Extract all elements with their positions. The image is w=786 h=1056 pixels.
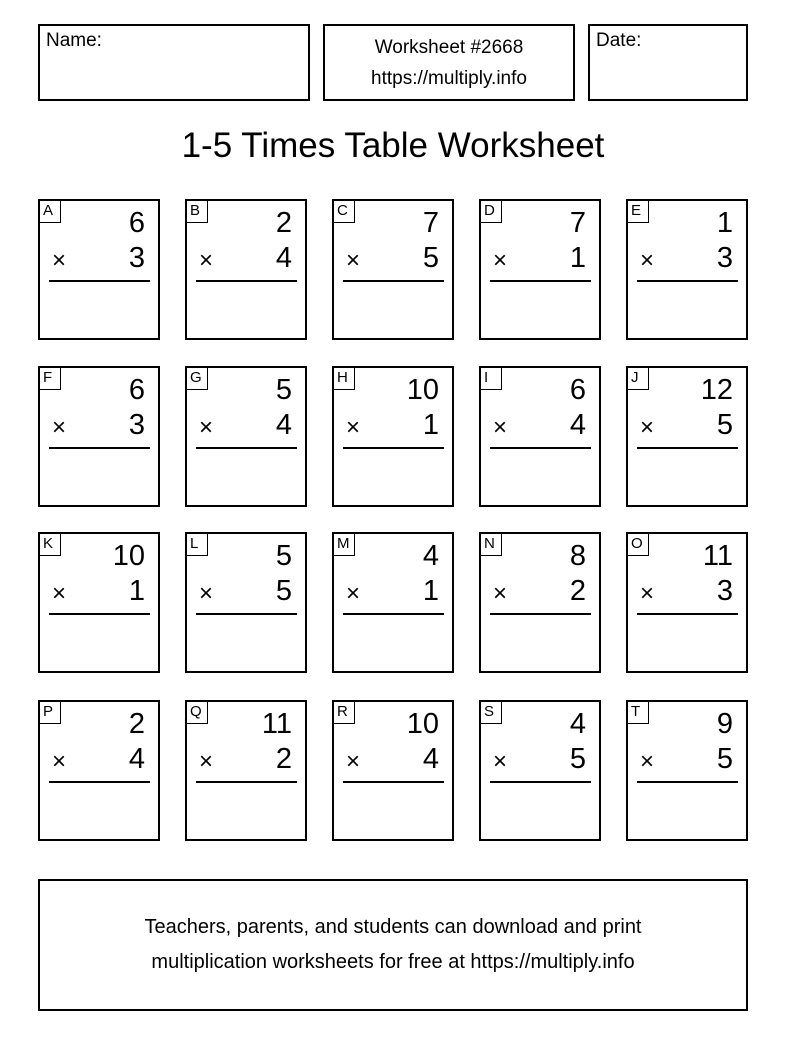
answer-line — [343, 781, 444, 783]
problem-letter: J — [628, 368, 649, 390]
multiplicand: 4 — [422, 540, 439, 572]
answer-line — [637, 280, 738, 282]
multiplicand: 1 — [716, 207, 733, 239]
answer-line — [49, 280, 150, 282]
date-field-box — [588, 24, 748, 101]
answer-line — [49, 613, 150, 615]
multiplicand: 11 — [702, 540, 733, 572]
worksheet-info-box — [323, 24, 575, 101]
times-icon: × — [52, 247, 67, 274]
times-icon: × — [52, 748, 67, 775]
multiplier: 5 — [569, 743, 586, 775]
multiplicand: 9 — [716, 708, 733, 740]
name-label: Name: — [46, 30, 102, 51]
times-icon: × — [199, 580, 214, 607]
problem-letter: L — [187, 534, 208, 556]
problem-card-i — [479, 366, 601, 507]
times-icon: × — [640, 748, 655, 775]
multiplier: 4 — [275, 409, 292, 441]
multiplicand: 12 — [700, 374, 733, 406]
answer-line — [49, 447, 150, 449]
times-icon: × — [493, 247, 508, 274]
problem-letter: G — [187, 368, 208, 390]
multiplier: 4 — [128, 743, 145, 775]
problem-card-l — [185, 532, 307, 673]
times-icon: × — [199, 748, 214, 775]
problem-letter: D — [481, 201, 502, 223]
times-icon: × — [640, 580, 655, 607]
problem-card-q — [185, 700, 307, 841]
multiplier: 4 — [422, 743, 439, 775]
multiplier: 3 — [716, 575, 733, 607]
problem-card-p — [38, 700, 160, 841]
multiplicand: 2 — [128, 708, 145, 740]
page-title: 1-5 Times Table Worksheet — [181, 126, 605, 165]
multiplicand: 4 — [569, 708, 586, 740]
problem-letter: S — [481, 702, 502, 724]
problem-letter: R — [334, 702, 355, 724]
answer-line — [637, 613, 738, 615]
problem-letter: T — [628, 702, 649, 724]
answer-line — [637, 781, 738, 783]
times-icon: × — [346, 748, 361, 775]
name-field-box — [38, 24, 310, 101]
problem-card-h — [332, 366, 454, 507]
multiplicand: 7 — [569, 207, 586, 239]
times-icon: × — [346, 580, 361, 607]
answer-line — [490, 280, 591, 282]
answer-line — [196, 447, 297, 449]
multiplier: 5 — [716, 409, 733, 441]
footer-text-line-1: Teachers, parents, and students can download and print — [144, 916, 642, 938]
multiplier: 1 — [422, 409, 439, 441]
answer-line — [637, 447, 738, 449]
problem-card-s — [479, 700, 601, 841]
problem-card-r — [332, 700, 454, 841]
times-icon: × — [493, 414, 508, 441]
multiplicand: 6 — [569, 374, 586, 406]
multiplier: 3 — [128, 242, 145, 274]
answer-line — [490, 613, 591, 615]
problem-letter: E — [628, 201, 649, 223]
multiplicand: 6 — [128, 207, 145, 239]
times-icon: × — [199, 414, 214, 441]
times-icon: × — [52, 414, 67, 441]
times-icon: × — [346, 414, 361, 441]
multiplicand: 5 — [275, 374, 292, 406]
multiplier: 5 — [275, 575, 292, 607]
worksheet-url: https://multiply.info — [371, 68, 527, 89]
problem-card-k — [38, 532, 160, 673]
problem-card-d — [479, 199, 601, 340]
problem-letter: Q — [187, 702, 208, 724]
times-icon: × — [493, 748, 508, 775]
worksheet-number: Worksheet #2668 — [374, 37, 524, 58]
problem-letter: M — [334, 534, 355, 556]
answer-line — [490, 447, 591, 449]
footer-text-line-2: multiplication worksheets for free at https://multiply.info — [151, 951, 635, 973]
answer-line — [196, 280, 297, 282]
problem-letter: O — [628, 534, 649, 556]
times-icon: × — [640, 247, 655, 274]
answer-line — [343, 280, 444, 282]
date-label: Date: — [596, 30, 642, 51]
times-icon: × — [199, 247, 214, 274]
problem-card-e — [626, 199, 748, 340]
multiplicand: 7 — [422, 207, 439, 239]
times-icon: × — [640, 414, 655, 441]
problem-card-b — [185, 199, 307, 340]
problem-card-n — [479, 532, 601, 673]
answer-line — [343, 613, 444, 615]
problem-card-o — [626, 532, 748, 673]
times-icon: × — [493, 580, 508, 607]
problem-card-f — [38, 366, 160, 507]
answer-line — [196, 613, 297, 615]
multiplier: 1 — [128, 575, 145, 607]
problem-letter: H — [334, 368, 355, 390]
problem-letter: N — [481, 534, 502, 556]
multiplier: 4 — [275, 242, 292, 274]
times-icon: × — [346, 247, 361, 274]
multiplier: 3 — [128, 409, 145, 441]
multiplicand: 10 — [406, 374, 439, 406]
problem-letter: I — [481, 368, 502, 390]
multiplier: 5 — [716, 743, 733, 775]
multiplier: 1 — [422, 575, 439, 607]
problem-card-m — [332, 532, 454, 673]
times-icon: × — [52, 580, 67, 607]
multiplier: 2 — [275, 743, 292, 775]
multiplier: 1 — [569, 242, 586, 274]
multiplicand: 11 — [261, 708, 292, 740]
answer-line — [49, 781, 150, 783]
problem-letter: C — [334, 201, 355, 223]
multiplier: 3 — [716, 242, 733, 274]
problem-card-j — [626, 366, 748, 507]
footer-box — [38, 879, 748, 1011]
multiplicand: 10 — [112, 540, 145, 572]
answer-line — [196, 781, 297, 783]
multiplier: 4 — [569, 409, 586, 441]
problem-card-c — [332, 199, 454, 340]
multiplicand: 8 — [569, 540, 586, 572]
answer-line — [490, 781, 591, 783]
problem-card-g — [185, 366, 307, 507]
problem-card-a — [38, 199, 160, 340]
multiplicand: 6 — [128, 374, 145, 406]
answer-line — [343, 447, 444, 449]
problem-card-t — [626, 700, 748, 841]
problem-letter: F — [40, 368, 61, 390]
problem-letter: B — [187, 201, 208, 223]
multiplier: 2 — [569, 575, 586, 607]
multiplier: 5 — [422, 242, 439, 274]
problem-letter: A — [40, 201, 61, 223]
problem-letter: P — [40, 702, 61, 724]
problem-letter: K — [40, 534, 61, 556]
multiplicand: 10 — [406, 708, 439, 740]
multiplicand: 2 — [275, 207, 292, 239]
multiplicand: 5 — [275, 540, 292, 572]
